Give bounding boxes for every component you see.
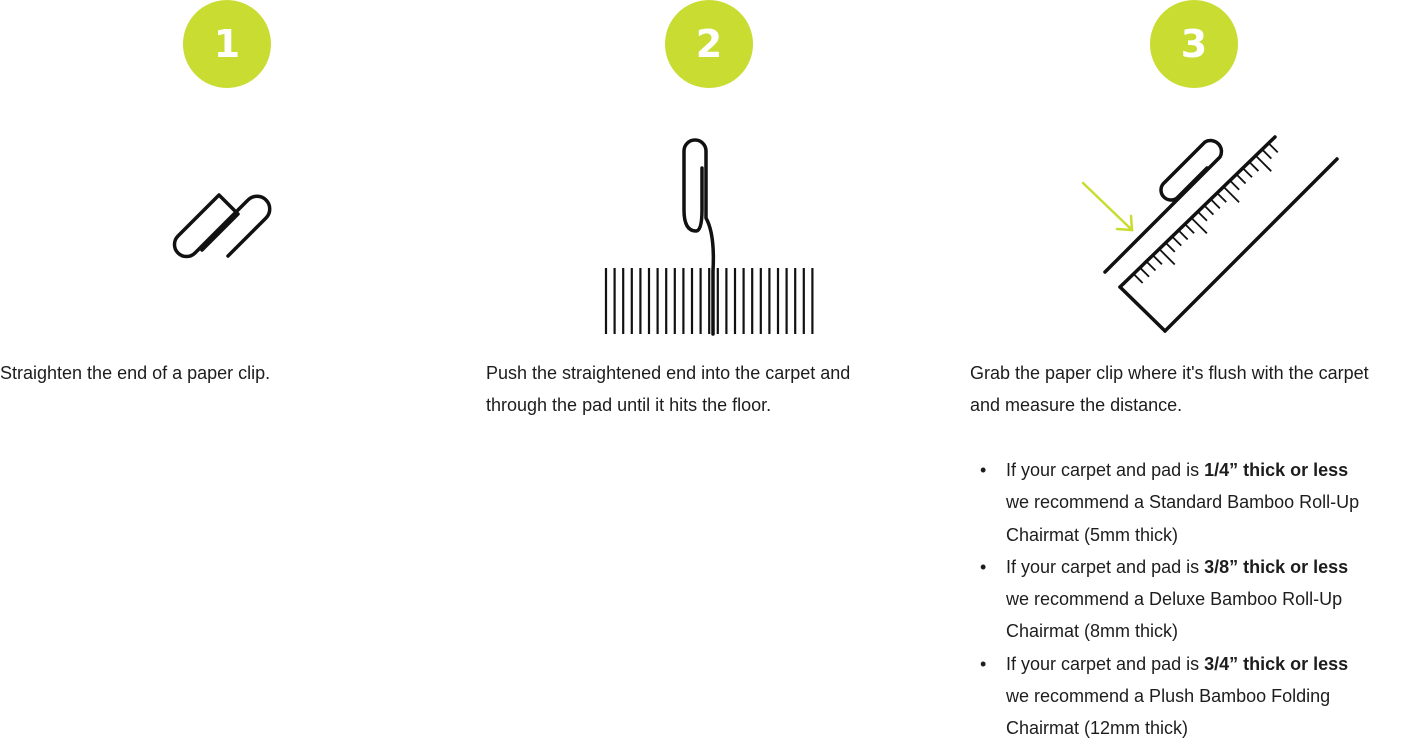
step-2-instruction xyxy=(486,357,916,421)
step-3-text-line-1: Grab the paper clip where it's flush with the carpet xyxy=(970,363,1369,383)
bullet-icon: • xyxy=(980,460,987,480)
paper-clip-in-carpet-icon xyxy=(598,126,823,338)
step-1-text: Straighten the end of a paper clip. xyxy=(0,363,271,383)
step-3-number-badge: 3 xyxy=(1150,0,1238,88)
step-3-instruction xyxy=(970,357,1419,421)
bullet-icon: • xyxy=(980,653,987,674)
step-2-text-line-2: through the pad until it hits the floor. xyxy=(486,395,772,415)
step-3-text-line-2: and measure the distance. xyxy=(970,395,1183,415)
tip-product-size: Chairmat (12mm thick) xyxy=(1006,718,1189,739)
ruler-icon xyxy=(1120,137,1337,331)
tip-thickness: 3/4” thick or less xyxy=(1204,653,1349,674)
tip-product-size: Chairmat (8mm thick) xyxy=(1006,621,1179,642)
paper-clip-ruler-icon xyxy=(1075,110,1350,340)
list-item xyxy=(980,648,1419,745)
step-2-number-badge: 2 xyxy=(665,0,753,88)
tip-thickness: 3/8” thick or less xyxy=(1204,556,1349,577)
chairmat-recommendation-list xyxy=(980,454,1419,745)
tip-recommendation: we recommend a Plush Bamboo Folding xyxy=(1006,686,1331,707)
tip-product-size: Chairmat (5mm thick) xyxy=(1006,524,1179,545)
list-item xyxy=(980,551,1419,648)
tip-recommendation: we recommend a Standard Bamboo Roll-Up xyxy=(1006,492,1360,513)
step-1-instruction xyxy=(0,357,440,389)
paper-clip-icon xyxy=(160,170,285,280)
tip-prefix: If your carpet and pad is xyxy=(1006,556,1205,577)
tip-prefix: If your carpet and pad is xyxy=(1006,653,1205,674)
tip-prefix: If your carpet and pad is xyxy=(1006,460,1205,480)
ruler-ticks xyxy=(1133,143,1277,283)
bullet-icon: • xyxy=(980,556,987,577)
step-1-number-badge: 1 xyxy=(183,0,271,88)
tip-thickness: 1/4” thick or less xyxy=(1204,460,1349,480)
carpet-fibers xyxy=(606,268,812,334)
arrow-icon xyxy=(1083,183,1132,230)
list-item xyxy=(980,454,1419,551)
tip-recommendation: we recommend a Deluxe Bamboo Roll-Up xyxy=(1006,589,1343,610)
step-2-text-line-1: Push the straightened end into the carpet and xyxy=(486,363,851,383)
